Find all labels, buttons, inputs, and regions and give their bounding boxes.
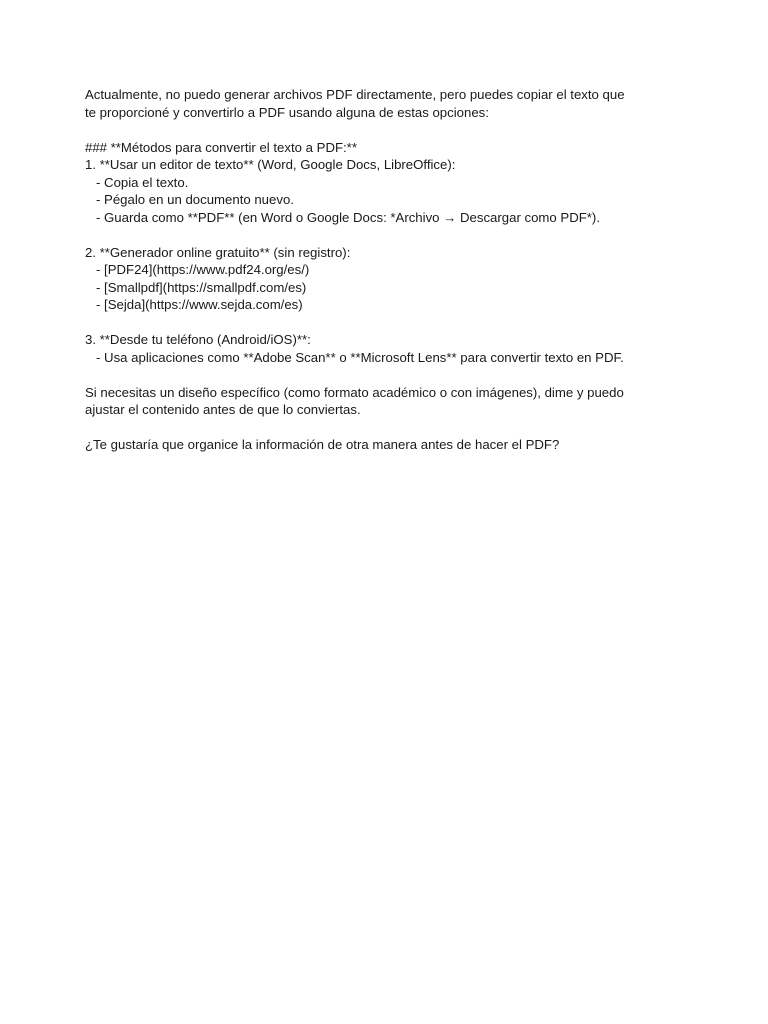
method-3-item: - Usa aplicaciones como **Adobe Scan** o **Microsoft Lens** para convertir texto en PDF. [85,349,624,365]
method-1-item: - Copia el texto. [85,174,189,190]
method-1-item: - Guarda como **PDF** (en Word o Google Docs: *Archivo → Descargar como PDF*). [85,209,600,225]
closing-line-1: Si necesitas un diseño específico (como formato académico o con imágenes), dime y puedo [85,384,624,400]
method-2-item: - [Sejda](https://www.sejda.com/es) [85,297,303,312]
method-3-title: 3. **Desde tu teléfono (Android/iOS)**: [85,332,311,347]
method-2-item: - [Smallpdf](https://smallpdf.com/es) [85,279,307,295]
method-2-title: 2. **Generador online gratuito** (sin registro): [85,244,351,260]
spacer [85,314,645,332]
spacer [85,366,645,384]
spacer [85,121,645,139]
closing-question: ¿Te gustaría que organice la información de otra manera antes de hacer el PDF? [85,437,560,452]
method-1-item: - Pégalo en un documento nuevo. [85,192,294,207]
document-body [85,86,645,454]
spacer [85,419,645,437]
intro-line-2: te proporcioné y convertirlo a PDF usando alguna de estas opciones: [85,104,489,120]
closing-line-2: ajustar el contenido antes de que lo conviertas. [85,402,361,417]
method-1-title: 1. **Usar un editor de texto** (Word, Google Docs, LibreOffice): [85,157,456,172]
methods-heading: ### **Métodos para convertir el texto a PDF:** [85,139,357,155]
intro-line-1: Actualmente, no puedo generar archivos PDF directamente, pero puedes copiar el texto que [85,87,625,102]
spacer [85,226,645,244]
method-2-item: - [PDF24](https://www.pdf24.org/es/) [85,262,310,277]
